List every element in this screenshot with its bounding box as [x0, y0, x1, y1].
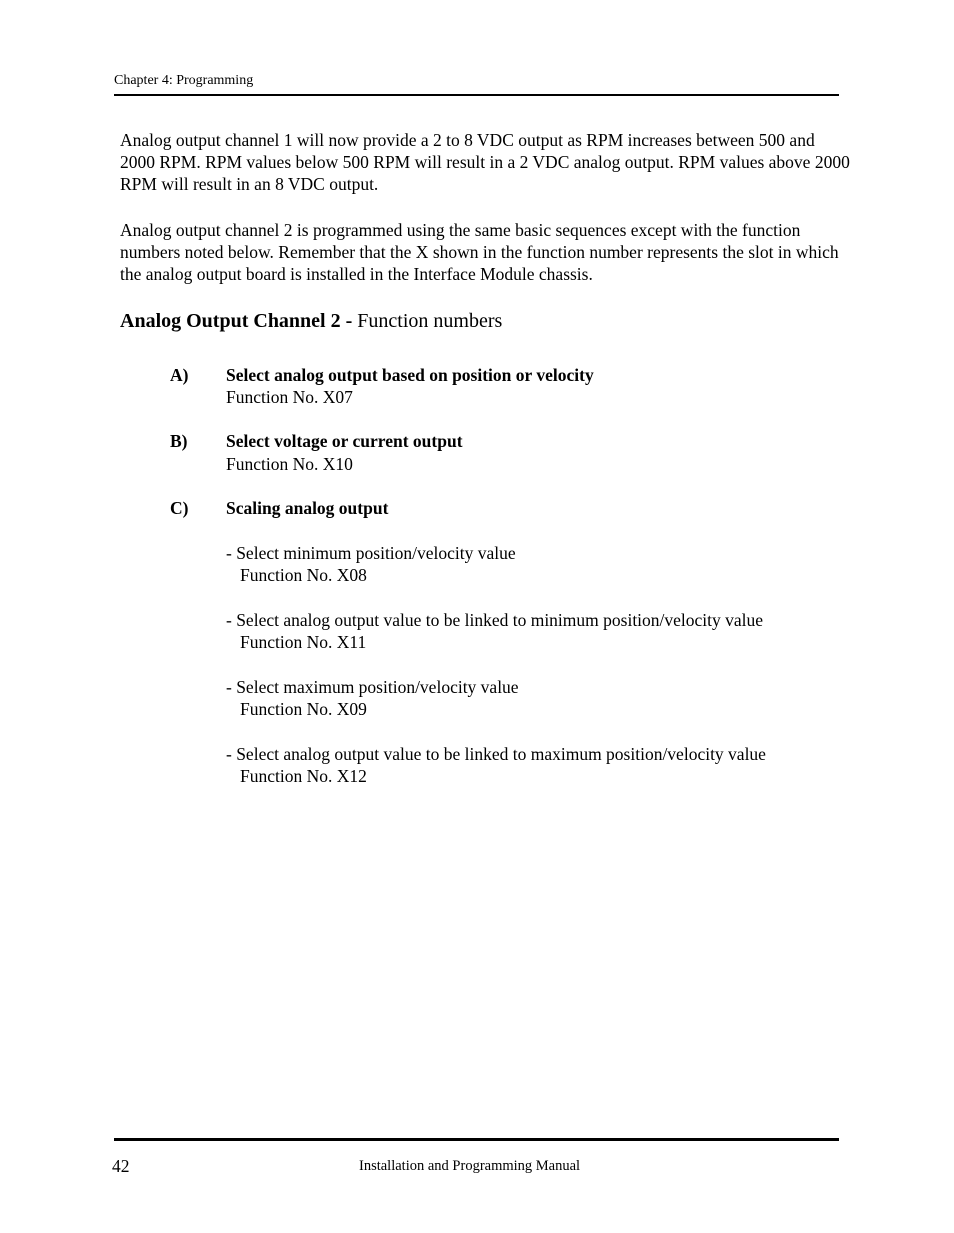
paragraph-channel-2: Analog output channel 2 is programmed using the same basic sequences except with the function numbers noted below. Remember that the X shown in the function number represents the slot in which the analog output board is installed in the Interface Module chassis. [120, 220, 839, 284]
item-label-c: C) [170, 498, 189, 518]
subitem-text: - Select analog output value to be linked to minimum position/velocity value [226, 610, 764, 630]
subitem-function: Function No. X12 [240, 766, 367, 786]
footer-rule [114, 1138, 839, 1141]
item-title-a: Select analog output based on position or velocity [226, 365, 594, 385]
item-function-a: Function No. X07 [226, 387, 353, 407]
section-heading [120, 310, 502, 333]
subitem-text: - Select analog output value to be linked to maximum position/velocity value [226, 744, 766, 764]
item-label-b: B) [170, 431, 188, 451]
item-title-c: Scaling analog output [226, 498, 389, 518]
running-header: Chapter 4: Programming [114, 73, 254, 88]
section-heading-rest: Function numbers [357, 310, 503, 332]
item-label-a: A) [170, 365, 189, 385]
header-rule [114, 94, 839, 96]
footer-title: Installation and Programming Manual [359, 1158, 581, 1174]
section-heading-bold: Analog Output Channel 2 - [120, 310, 358, 332]
page-number: 42 [112, 1156, 130, 1176]
subitem-function: Function No. X09 [240, 699, 367, 719]
subitem-text: - Select minimum position/velocity value [226, 543, 516, 563]
subitem-text: - Select maximum position/velocity value [226, 677, 519, 697]
paragraph-channel-1: Analog output channel 1 will now provide a 2 to 8 VDC output as RPM increases between 500 and 2000 RPM. RPM values below 500 RPM will result in a 2 VDC analog output. RPM values above 2000 RPM will result in an 8 VDC output. [120, 130, 850, 194]
subitem-function: Function No. X08 [240, 565, 367, 585]
item-function-b: Function No. X10 [226, 454, 353, 474]
subitem-function: Function No. X11 [240, 632, 367, 652]
item-title-b: Select voltage or current output [226, 431, 463, 451]
